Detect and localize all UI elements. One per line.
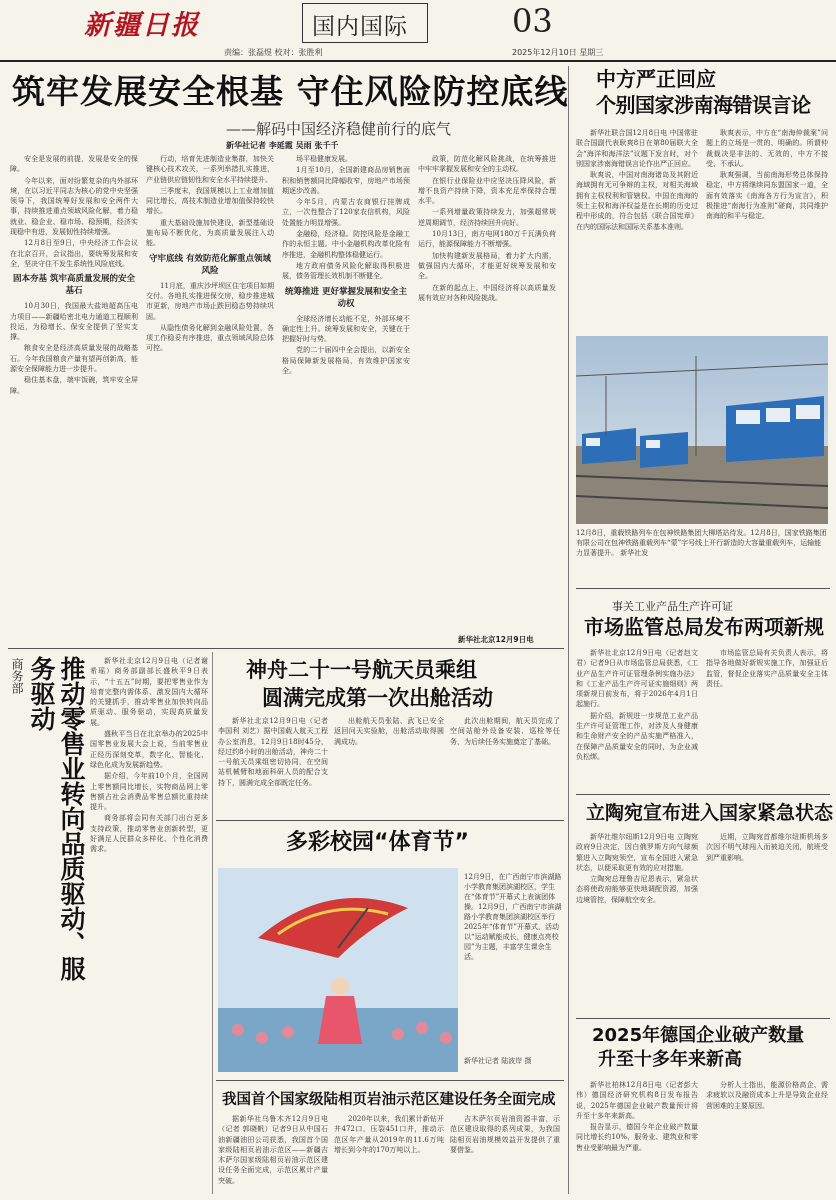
market-kicker: 事关工业产品生产许可证 <box>612 600 733 613</box>
oilfield-column-2: 2020年以来，我们累计新钻开井472口，压裂451口井，推动示范区年产量从2019年的11.6万吨增长到今年的170万吨以上。 <box>334 1115 444 1154</box>
section-title: 国内国际 <box>312 14 408 40</box>
lithuania-column-2: 近期，立陶宛首都维尔纽斯机场多次因不明气球闯入而被迫关闭，航班受到严重影响。 <box>706 833 828 862</box>
retail-column: 新华社北京12月9日电（记者谢希瑶）商务部副部长盛秋平9日表示，“十五五”时期，要把零售业作为培育完整内需体系、激发国内大循环的关键抓手，推动零售业加快转向品质驱动、服务驱动，实现高质量发展。 盛秋平当日在北京举办的2025中国零售业发展大会上说，当前零售业正经历深刻变革，数字化、智能化、绿色化成为发展新趋势。 据介绍，今年前10个月，全国网上零售额同比增长，实物商品网上零售额占社会消费品零售总额比重持续提升。 商务部将会同有关部门出台更多支持政策，推动零售业创新转型，更好满足人民群众多样化、个性化消费需求。 <box>90 657 208 854</box>
newspaper-logo: 新疆日报 <box>84 10 200 41</box>
page-number: 03 <box>512 2 553 40</box>
germany-title-1: 2025年德国企业破产数量 <box>592 1025 805 1046</box>
germany-column-1: 新华社柏林12月8日电（记者彭大伟）德国经济研究机构8日发布报告说，2025年德国企业破产数量预计将升至十多年来新高。 报告显示，德国今年企业破产数量同比增长约10%，服务业、建筑业和零售业受影响最为严重。 <box>576 1081 698 1152</box>
lead-byline: 新华社记者 李延霞 吴雨 张千千 <box>226 141 339 150</box>
shenzhou-column-1: 新华社北京12月9日电（记者李国利 刘艺）据中国载人航天工程办公室消息，12月9日18时45分，经过约8小时的出舱活动，神舟二十一号航天员乘组密切协同，在空间站机械臂和地面科研人员的配合支持下，圆满完成全部既定任务。 <box>218 717 328 787</box>
lead-subhead-1: 固本夯基 筑牢高质量发展的安全基石 <box>13 274 135 297</box>
campus-caption: 12月9日，在广西南宁市滨湖路小学教育集团滨湖校区，学生在“体育节”开幕式上表演团体操。12月9日，广西南宁市滨湖路小学教育集团滨湖校区举行2025年“体育节”开幕式，活动以“运动赋能成长，健康点亮校园”为主题，丰富学生课余生活。 <box>464 873 562 961</box>
retail-label: 商务部 <box>10 658 24 694</box>
train-caption: 12月8日，重载铁路列车在包神铁路集团大柳塔站待发。12月8日，国家铁路集团有限公司在包神铁路重载列车“蒙”字号线上开行新造的大容量重载列车，运输能力显著提升。 新华社发 <box>576 529 827 557</box>
oilfield-title: 我国首个国家级陆相页岩油示范区建设任务全面完成 <box>222 1092 556 1108</box>
market-column-1: 新华社北京12月9日电（记者赵文君）记者9日从市场监管总局获悉，《工业产品生产许可证管理条例实施办法》和《工业产品生产许可证实施细则》两项新规日前发布，将于2026年4月1日起施行。 据介绍，新规进一步规范工业产品生产许可证管理工作，对涉及人身健康和生命财产安全的产品实施严格准入，在保障产品质量安全的同时，为企业减负松绑。 <box>576 649 698 761</box>
lead-column-4: 政策，防范化解风险挑战，在统筹推进中牢牢掌握发展和安全的主动权。 在银行业保险业中应坚决压降风险，新增不良资产持续下降，资本充足率保持合理水平。 一系列增量政策持续发力，加强超常规逆周期调节，经济持续回升向好。 10月13日，南方电网180万千瓦满负荷运行，能源保障能力不断增强。 加快构建新发展格局，着力扩大内需，做强国内大循环，才能更好统筹发展和安全。 在新的起点上，中国经济将以高质量发展有效应对各种风险挑战。 <box>418 155 556 302</box>
lead-title: 筑牢发展安全根基 守住风险防控底线 <box>12 72 569 111</box>
lithuania-column-1: 新华社维尔纽斯12月9日电 立陶宛政府9日决定，因白俄罗斯方向气球频繁进入立陶宛领空，宣布全国进入紧急状态，以便采取更有效的应对措施。 立陶宛总理鲁吉尼恩表示，紧急状态将使政府能够更快地调配资源，加强边境管控，保障航空安全。 <box>576 833 698 904</box>
lead-subtitle: ——解码中国经济稳健前行的底气 <box>226 120 452 138</box>
scs-title-1: 中方严正回应 <box>596 67 716 91</box>
lead-subhead-2: 守牢底线 有效防范化解重点领域风险 <box>149 253 271 276</box>
campus-credit: 新华社记者 陆波岸 摄 <box>464 1057 532 1065</box>
shenzhou-column-3: 此次出舱期间，航天员完成了空间站舱外设备安装、巡检等任务，为后续任务实施奠定了基础。 <box>450 717 560 746</box>
oilfield-column-1: 据新华社乌鲁木齐12月9日电（记者 郭晓帆）记者9日从中国石油新疆油田公司获悉，我国首个国家级陆相页岩油示范区——新疆吉木萨尔国家级陆相页岩油示范区建设任务全面完成，示范区累计产量突破。 <box>218 1115 328 1185</box>
issue-date: 2025年12月10日 星期三 <box>512 48 604 57</box>
masthead <box>0 0 836 62</box>
scs-title-2: 个别国家涉南海错误言论 <box>596 93 811 117</box>
lead-column-3: 场平稳健康发展。 1月至10月，全国新建商品房销售面积和销售额同比降幅收窄，房地产市场预期逐步改善。 今年5月，内蒙古农商银行挂牌成立，一次性整合了120家农信机构，风险处置能力明显增强。 金融稳，经济稳。防控风险是金融工作的永恒主题。中小金融机构改革化险有序推进，金融机构整体稳健运行。 地方政府债务风险化解取得积极进展，债务管理长效机制不断健全。 统筹推进 更好掌握发展和安全主动权 全球经济增长动能不足，外部环境不确定性上升。统筹发展和安全，关键在于把握好时与势。 党的二十届四中全会提出，以新安全格局保障新发展格局，有效维护国家安全。 <box>282 155 410 376</box>
germany-column-2: 分析人士指出，能源价格高企、需求疲软以及融资成本上升是导致企业经营困难的主要原因。 <box>706 1081 828 1110</box>
lithuania-title: 立陶宛宣布进入国家紧急状态 <box>586 802 834 824</box>
lead-subhead-3: 统筹推进 更好掌握发展和安全主动权 <box>285 286 407 309</box>
train-photo <box>576 336 828 524</box>
germany-title-2: 升至十多年来新高 <box>598 1049 742 1070</box>
lead-column-1: 安全是发展的前提，发展是安全的保障。 今年以来，面对纷繁复杂的内外部环境，在以习近平同志为核心的党中央坚强领导下，我国统筹好发展和安全两件大事，持续推进重点领域风险化解，着力稳就业、稳企业、稳市场、稳预期，经济实现稳中有进，发展韧性持续增强。 12月8日至9日，中央经济工作会议在北京召开，会议指出，要统筹发展和安全，坚决守住不发生系统性风险底线。 固本夯基 筑牢高质量发展的安全基石 10月30日，我国最大盐地超高压电力项目——新疆哈密北电力通道工程顺利投运，为稳增长、保安全提供了坚实支撑。 粮食安全是经济高质量发展的战略基石。今年我国粮食产量有望再创新高，能源安全保障能力进一步提升。 稳住基本盘，端牢饭碗，筑牢安全屏障。 <box>10 155 138 395</box>
retail-title: 推动零售业转向品质驱动、服务驱动 <box>27 656 86 981</box>
scs-column-2: 耿爽表示，中方在“南海仲裁案”问题上的立场是一贯的、明确的。所谓仲裁裁决是非法的、无效的，中方不接受、不承认。 耿爽强调，当前南海形势总体保持稳定，中方将继续同东盟国家一道，全面有效落实《南海各方行为宣言》，积极推进“南海行为准则”磋商，共同维护南海的和平与稳定。 <box>706 129 828 221</box>
lead-dateline: 新华社北京12月9日电 <box>458 635 534 644</box>
shenzhou-column-2: 出舱航天员张陆、武飞已安全返回问天实验舱，出舱活动取得圆满成功。 <box>334 717 444 746</box>
scs-column-1: 新华社联合国12月8日电 中国常驻联合国副代表耿爽8日在第80届联大全会“海洋和海洋法”议题下发言时，对个别国家涉南海错误言论作出严正回应。 耿爽说，中国对南海诸岛及其附近海域拥有无可争辩的主权，对相关海域拥有主权权利和管辖权。中国在南海的领土主权和海洋权益是在长期的历史过程中形成的，符合包括《联合国宪章》在内的国际法和国际关系基本准则。 <box>576 129 698 231</box>
market-column-2: 市场监管总局有关负责人表示，将指导各地做好新规实施工作，加强证后监管，督促企业落实产品质量安全主体责任。 <box>706 649 828 688</box>
shenzhou-title-1: 神舟二十一号航天员乘组 <box>246 658 477 682</box>
market-title: 市场监管总局发布两项新规 <box>584 615 824 639</box>
train-credit: 新华社发 <box>620 549 649 557</box>
campus-photo <box>218 868 458 1072</box>
shenzhou-title-2: 圆满完成第一次出舱活动 <box>262 686 493 710</box>
campus-title: 多彩校园“体育节” <box>286 830 469 855</box>
editors-line: 责编：张磊煜 校对：张胜利 <box>224 48 323 57</box>
lead-column-2: 行动，培育先进制造业集群，加快关键核心技术攻关，一系列举措扎实推进，产业链供应链韧性和安全水平持续提升。 三季度末，我国规模以上工业增加值同比增长，高技术制造业增加值保持较快增长。 重大基础设施加快建设，新型基础设施布局不断优化，为高质量发展注入动能。 守牢底线 有效防范化解重点领域风险 11月底，重庆沙坪坝区住宅项目如期交付。各地扎实推进保交房，稳步推进城市更新，房地产市场止跌回稳态势持续巩固。 从隐性债务化解到金融风险处置，各项工作稳妥有序推进，重点领域风险总体可控。 <box>146 155 274 353</box>
oilfield-column-3: 吉木萨尔页岩油资源丰富，示范区建设取得的系列成果，为我国陆相页岩油规模效益开发提供了重要借鉴。 <box>450 1115 560 1154</box>
